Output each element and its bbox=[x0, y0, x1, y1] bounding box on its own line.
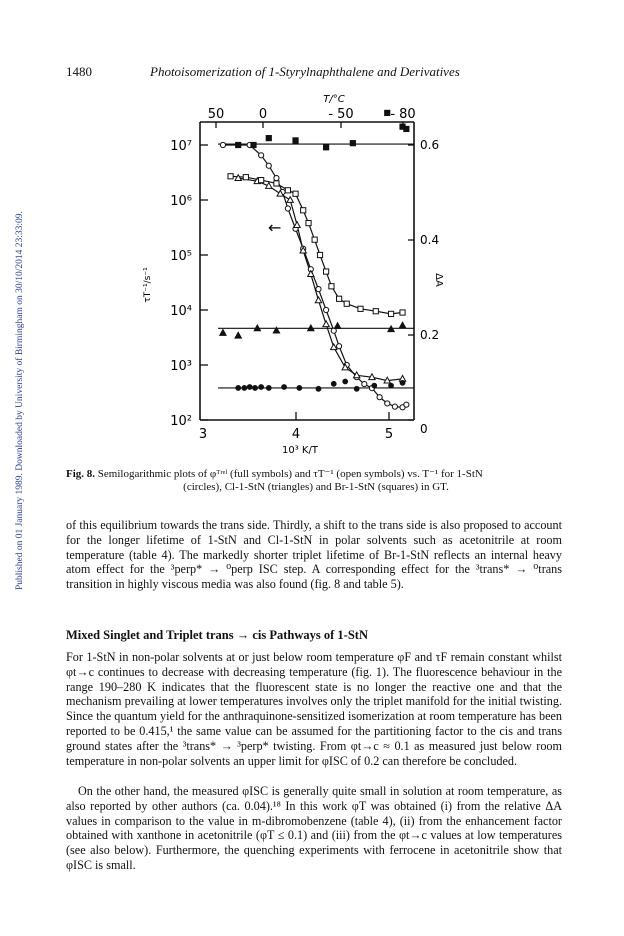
filled-circle-point bbox=[259, 385, 264, 390]
bottom-axis-label: 10³ K/T bbox=[282, 445, 318, 456]
open-square-point bbox=[312, 237, 317, 242]
top-axis-label: T/°C bbox=[323, 94, 345, 105]
filled-circle-point bbox=[297, 386, 302, 391]
filled-square-point bbox=[236, 142, 241, 147]
filled-circle-point bbox=[343, 379, 348, 384]
open-square-point bbox=[317, 252, 322, 257]
caption-line-2: (circles), Cl-1-StN (triangles) and Br-1-StN (squares) in GT. bbox=[183, 481, 449, 493]
open-square-point bbox=[285, 188, 290, 193]
filled-circle-point bbox=[266, 386, 271, 391]
open-square-point bbox=[324, 269, 329, 274]
open-square-point bbox=[373, 309, 378, 314]
open-square-point bbox=[329, 284, 334, 289]
left-tick-label: 10⁶ bbox=[170, 194, 192, 209]
right-tick-marks bbox=[408, 145, 414, 420]
right-axis-label: ΔA bbox=[433, 273, 444, 287]
open-square-point bbox=[301, 208, 306, 213]
filled-triangle-point bbox=[399, 322, 405, 328]
open-square-point bbox=[337, 296, 342, 301]
open-triangle-point bbox=[331, 344, 337, 350]
open-square-point bbox=[293, 191, 298, 196]
filled-triangle-point bbox=[235, 332, 241, 338]
left-ticks bbox=[170, 139, 192, 429]
filled-triangle-point bbox=[220, 330, 226, 336]
series-line-open-circle bbox=[223, 145, 407, 407]
open-circle-point bbox=[285, 206, 290, 211]
filled-circle-point bbox=[282, 385, 287, 390]
open-circle-point bbox=[385, 401, 390, 406]
left-tick-label: 10⁵ bbox=[170, 249, 192, 264]
open-square-point bbox=[228, 174, 233, 179]
open-square-point bbox=[400, 310, 405, 315]
bottom-tick-marks bbox=[296, 412, 389, 420]
open-circle-point bbox=[392, 404, 397, 409]
left-tick-label: 10² bbox=[170, 414, 192, 429]
figure-8-chart bbox=[120, 90, 450, 460]
open-triangle-point bbox=[235, 175, 241, 181]
open-triangle-point bbox=[315, 297, 321, 303]
filled-circle-point bbox=[242, 386, 247, 391]
bottom-tick-label: 4 bbox=[291, 427, 301, 442]
filled-circle-point bbox=[389, 383, 394, 388]
plot-area bbox=[218, 110, 414, 410]
left-tick-marks bbox=[200, 145, 208, 420]
caption-line-1: Semilogarithmic plots of φᵀʳᵉˡ (full symbols) and τT⁻¹ (open symbols) vs. T⁻¹ for 1-StN bbox=[97, 468, 483, 480]
body-paragraph: On the other hand, the measured φISC is generally quite small in solution at room temperature, as also reported by other authors (ca. 0.04).¹⁸ In this work φT was obtained (i) from the relative ΔA values in comparison to the value in m-dibromobenzene (table 4), (ii) from the enhancement factor obtained with xanthone in acetonitrile (φT ≤ 0.1) and (iii) from the φt→c values at low temperatures (see also below). Furthermore, the quenching experiments with ferrocene in acetonitrile show that φISC is small. bbox=[66, 784, 562, 872]
left-tick-label: 10³ bbox=[170, 359, 192, 374]
top-tick-label: 50 bbox=[207, 107, 225, 122]
open-circle-point bbox=[404, 402, 409, 407]
open-triangle-point bbox=[323, 321, 329, 327]
filled-square-point bbox=[324, 145, 329, 150]
open-triangle-point bbox=[287, 197, 293, 203]
filled-circle-point bbox=[354, 386, 359, 391]
filled-square-point bbox=[350, 141, 355, 146]
right-tick-label: 0 bbox=[420, 422, 428, 436]
figure-caption bbox=[66, 468, 566, 494]
open-square-point bbox=[259, 178, 264, 183]
axes-frame bbox=[200, 122, 414, 420]
open-circle-point bbox=[259, 153, 264, 158]
right-tick-label: 0.6 bbox=[420, 138, 440, 152]
top-tick-marks bbox=[216, 122, 403, 128]
bottom-ticks bbox=[199, 427, 393, 442]
filled-square-point bbox=[404, 126, 409, 131]
filled-circle-point bbox=[331, 381, 336, 386]
open-circle-point bbox=[362, 381, 367, 386]
open-circle-point bbox=[220, 142, 225, 147]
filled-square-point bbox=[385, 110, 390, 115]
publication-sidebar bbox=[4, 160, 25, 590]
filled-triangle-point bbox=[334, 323, 340, 329]
top-tick-label: - 80 bbox=[390, 107, 416, 122]
top-tick-label: - 50 bbox=[328, 107, 354, 122]
body-paragraph: For 1-StN in non-polar solvents at or just below room temperature φF and τF remain constant whilst φt→c continues to decrease with decreasing temperature (fig. 1). The fluorescence behaviour in the range 190–280 K indicates that the fluorescent state is no longer the reactive one and that the mechanism prevailing at lower temperatures involves only the triplet manifold for the initial twisting. Since the quantum yield for the anthraquinone-sensitized isomerization at room temperature has been reported to be 0.415,¹ the same value can be assumed for the partitioning factor to the cis and trans ground states after the ³trans* → ³perp* twisting. From φt→c ≈ 0.1 as measured just below room temperature in non-polar solvents an upper limit for φISC of 0.2 can therefore be concluded. bbox=[66, 650, 562, 768]
section-heading: Mixed Singlet and Triplet trans → cis Pathways of 1-StN bbox=[66, 628, 368, 642]
open-square-point bbox=[358, 306, 363, 311]
left-tick-label: 10⁴ bbox=[170, 304, 192, 319]
open-circle-point bbox=[324, 307, 329, 312]
open-circle-point bbox=[316, 286, 321, 291]
running-title: Photoisomerization of 1-Styrylnaphthalene and Derivatives bbox=[150, 64, 460, 79]
open-square-point bbox=[243, 175, 248, 180]
open-square-point bbox=[344, 301, 349, 306]
open-circle-point bbox=[377, 395, 382, 400]
filled-circle-point bbox=[247, 385, 252, 390]
open-triangle-point bbox=[294, 222, 300, 228]
left-tick-label: 10⁷ bbox=[170, 139, 192, 154]
bottom-tick-label: 5 bbox=[384, 427, 394, 442]
body-paragraph: of this equilibrium towards the trans side. Thirdly, a shift to the trans side is also proposed to account for the longer lifetime of 1-StN and Cl-1-StN in polar solvents such as acetonitrile at room temperature (table 4). The markedly shorter triplet lifetime of Br-1-StN reflects an internal heavy atom effect for the ³perp* → ⁰perp ISC step. A corresponding effect for the ³trans* → ⁰trans transition in highly viscous media was also found (fig. 8 and table 5). bbox=[66, 518, 562, 592]
open-circle-point bbox=[266, 163, 271, 168]
filled-circle-point bbox=[400, 380, 405, 385]
open-square-point bbox=[274, 181, 279, 186]
open-square-point bbox=[388, 311, 393, 316]
open-circle-point bbox=[337, 344, 342, 349]
top-tick-label: 0 bbox=[258, 107, 268, 122]
filled-square-point bbox=[293, 138, 298, 143]
filled-circle-point bbox=[236, 386, 241, 391]
right-tick-label: 0.4 bbox=[420, 233, 440, 247]
caption-label: Fig. 8. bbox=[66, 468, 96, 480]
left-axis-label: τT⁻¹/s⁻¹ bbox=[143, 267, 153, 303]
right-tick-label: 0.2 bbox=[420, 328, 440, 342]
filled-square-point bbox=[251, 142, 256, 147]
filled-circle-point bbox=[372, 383, 377, 388]
filled-circle-point bbox=[316, 386, 321, 391]
publication-note[interactable]: Published on 01 January 1989. Downloaded by University of Birmingham on 30/10/2014 23:33:09. bbox=[15, 211, 25, 590]
filled-circle-point bbox=[253, 386, 258, 391]
open-square-point bbox=[306, 221, 311, 226]
page-number: 1480 bbox=[66, 64, 92, 79]
right-ticks bbox=[420, 138, 439, 436]
annotation-arrow: ← bbox=[268, 218, 282, 237]
bottom-tick-label: 3 bbox=[198, 427, 208, 442]
filled-square-point bbox=[266, 136, 271, 141]
open-circle-point bbox=[274, 176, 279, 181]
series-line-open-triangle bbox=[238, 178, 402, 381]
